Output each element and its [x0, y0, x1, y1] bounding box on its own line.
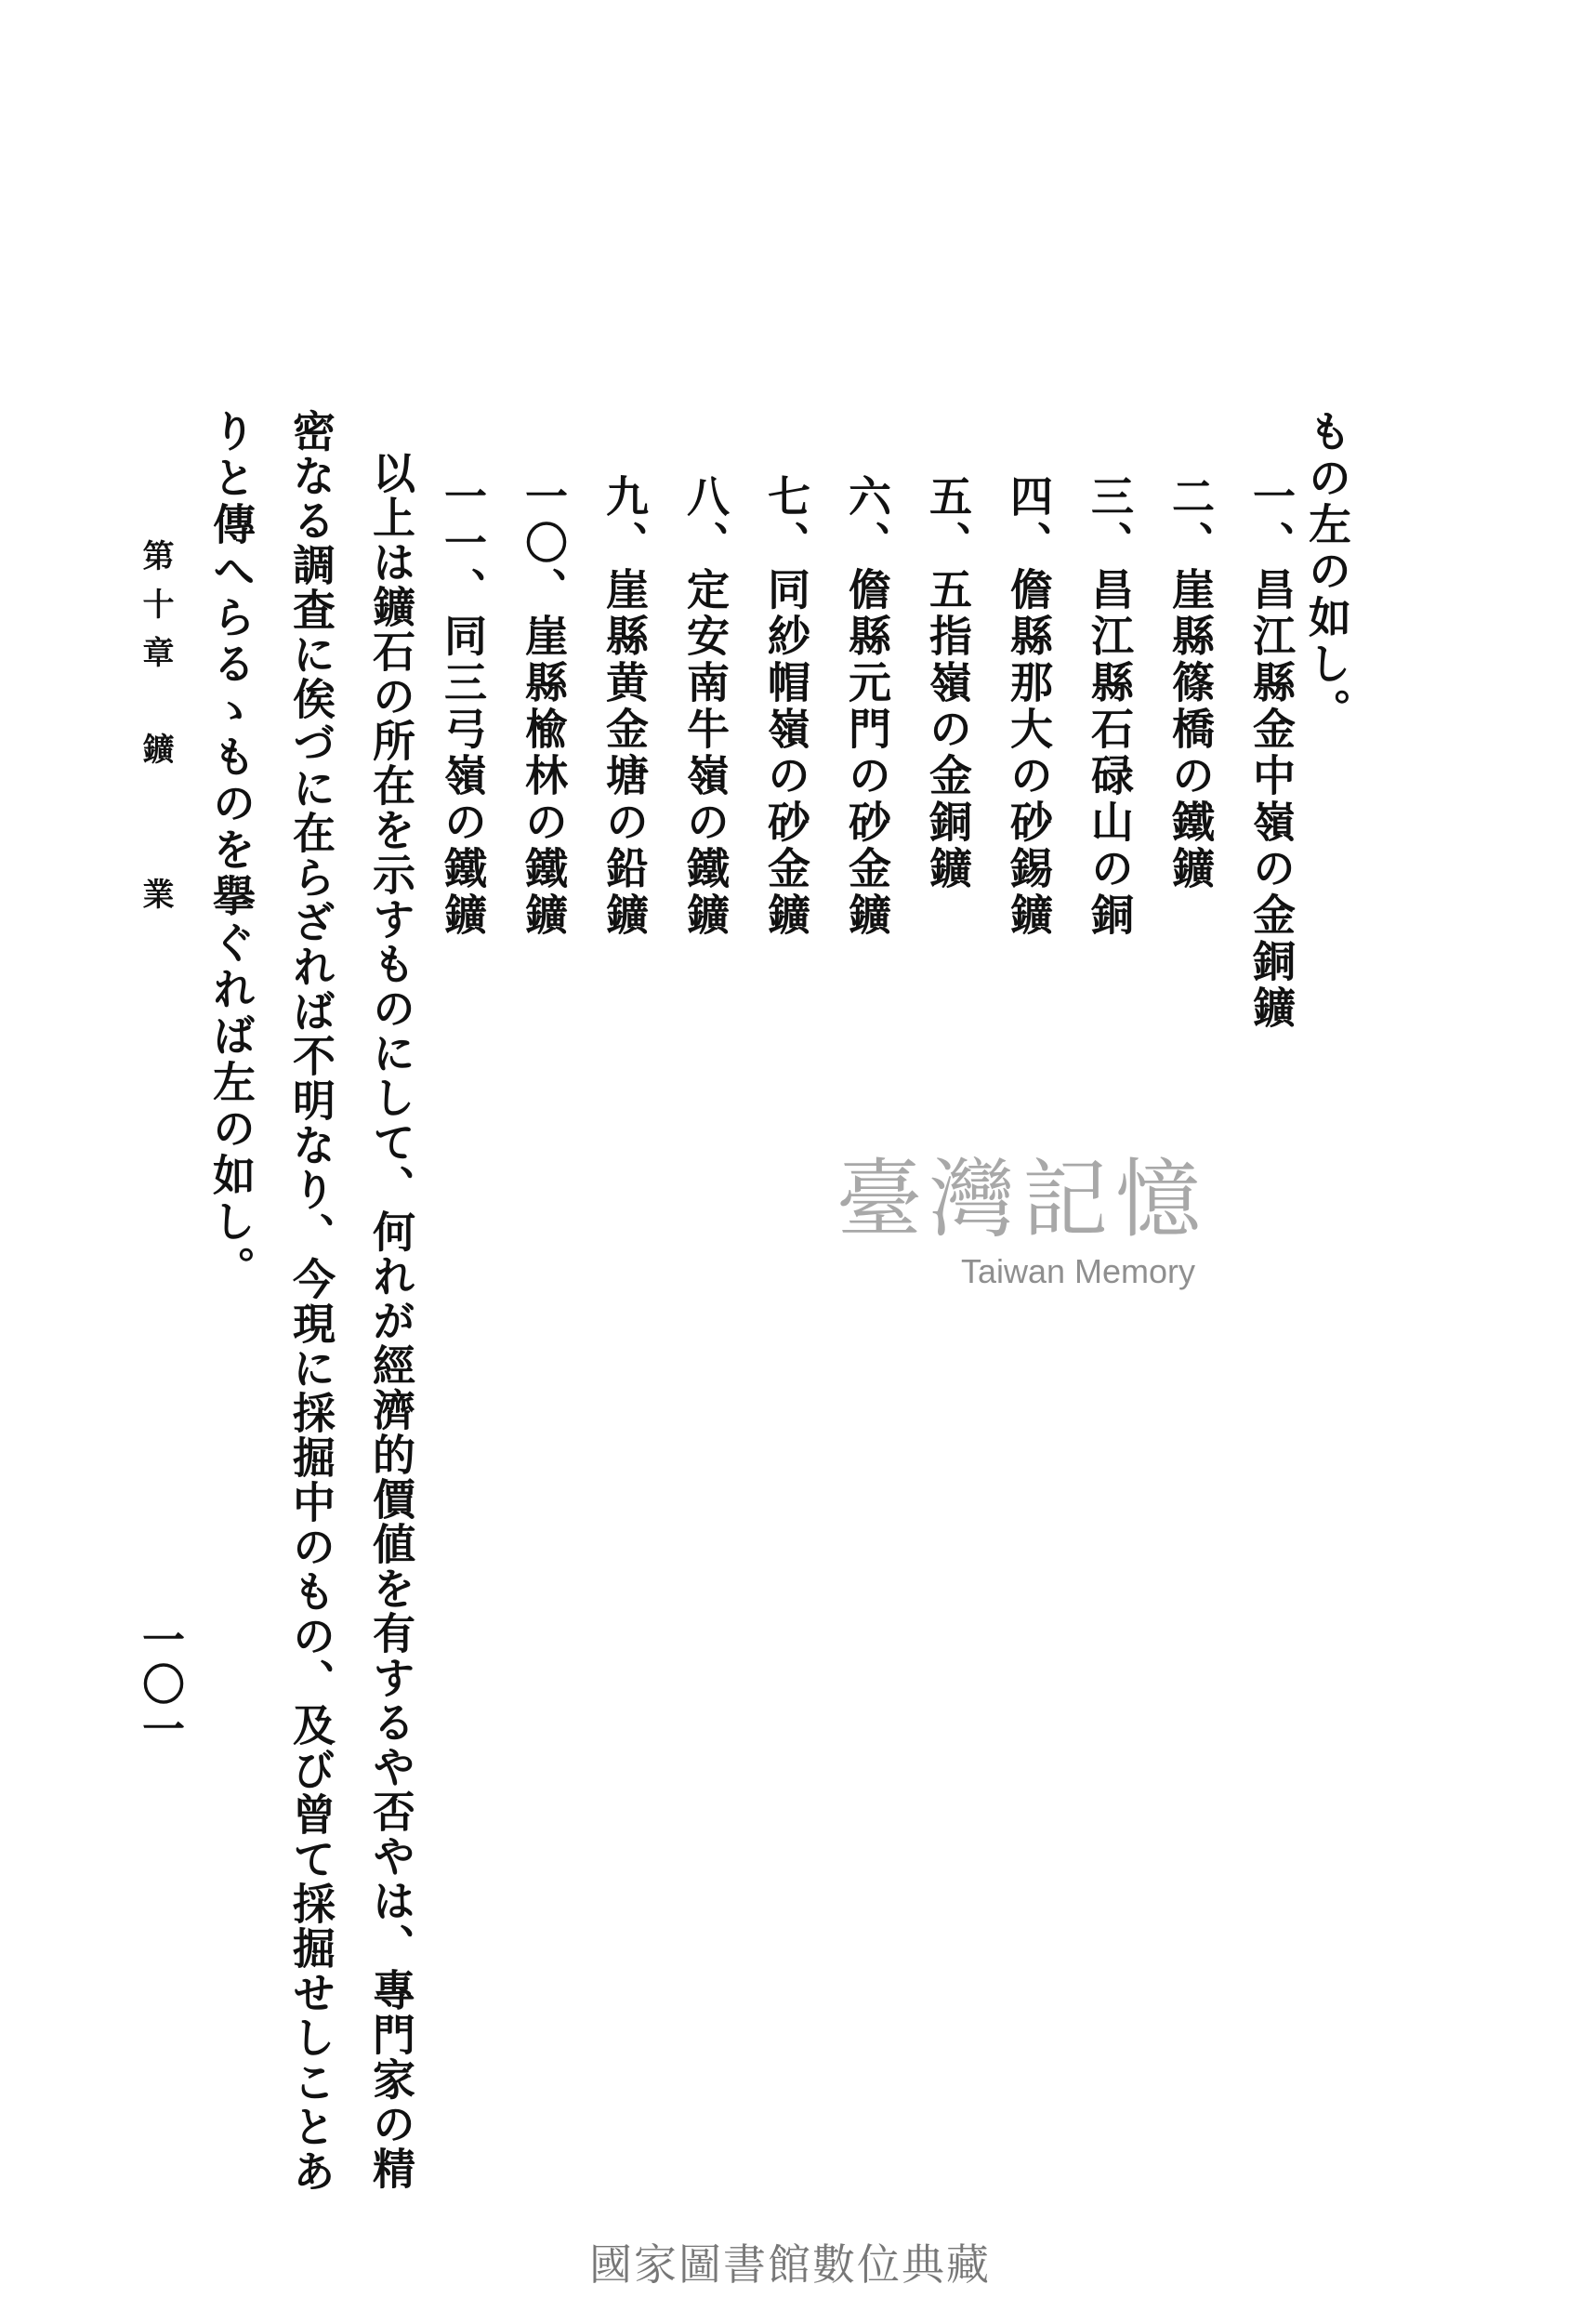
watermark: [781, 1150, 1264, 1291]
list-item: 六、儋縣元門の砂金鑛: [842, 474, 892, 939]
running-head: 第十章 鑛 業: [137, 539, 174, 926]
list-item: 五、五指嶺の金銅鑛: [923, 474, 973, 892]
watermark-english: Taiwan Memory: [960, 1252, 1196, 1290]
lead-line: もの左の如し。: [1302, 409, 1352, 734]
list-item: 九、崖縣黄金塘の鉛鑛: [599, 474, 650, 939]
list-item: 八、定安南牛嶺の鐵鑛: [680, 474, 731, 939]
footer-credit: 國家圖書館數位典藏: [589, 2239, 991, 2290]
list-item: 一、昌江縣金中嶺の金銅鑛: [1246, 474, 1297, 1032]
watermark-chinese: 臺灣記憶: [836, 1150, 1208, 1249]
list-item: 四、儋縣那大の砂錫鑛: [1004, 474, 1054, 939]
paragraph-line: りと傳へらるゝものを擧ぐれば左の如し。: [206, 409, 257, 1292]
paragraph-line: 密なる調査に俟づに在らざれば不明なり、今現に採掘中のもの、及び曾て採掘せしことあ: [286, 409, 336, 2194]
list-item: 二、崖縣篠橋の鐵鑛: [1165, 474, 1216, 892]
list-item: 七、同紗帽嶺の砂金鑛: [761, 474, 811, 939]
list-item: 三、昌江縣石碌山の銅: [1085, 474, 1135, 939]
list-item: 一〇、崖縣楡林の鐵鑛: [519, 474, 569, 939]
paragraph-line: 以上は鑛石の所在を示すものにして、何れが經濟的價値を有するや否やは、專門家の精: [366, 451, 416, 2191]
page-number: 一〇一: [136, 1618, 186, 1751]
list-item: 一一、同三弓嶺の鐵鑛: [438, 474, 488, 939]
